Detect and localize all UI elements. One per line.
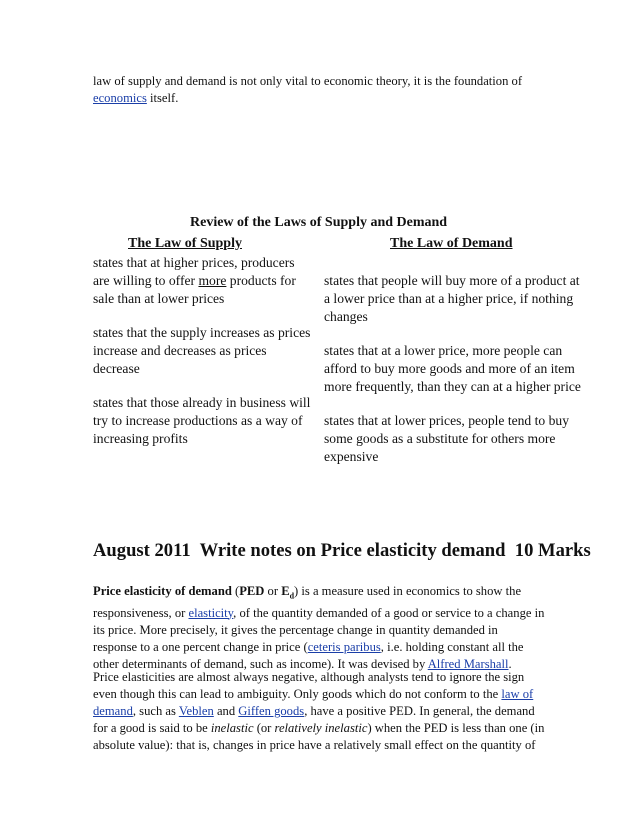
ped2-relatively-inelastic: relatively inelastic	[274, 721, 368, 735]
supply-column	[93, 254, 313, 464]
intro-line2: itself.	[146, 91, 179, 105]
ped-symbol-sub: d	[289, 591, 295, 601]
ped2-text-1: Price elasticities are almost always negative, although analysts tend to ignore the sign even though this can lead to ambiguity. Only goods which do not conform to the	[93, 670, 525, 701]
economics-link[interactable]: economics	[93, 91, 147, 105]
ped-or: or	[264, 584, 282, 598]
ped2-text-2: , such as	[132, 704, 179, 718]
ped-text-2: , of the quantity demanded of a good or service to a change in its price. More precisely, it gives the percentage change in quantity demanded in response to a one percent change in price (	[93, 605, 545, 654]
ceteris-paribus-link[interactable]: ceteris paribus	[307, 639, 381, 654]
ped2-text-3: and	[213, 704, 239, 718]
intro-paragraph	[93, 73, 553, 107]
ped-text-3: , i.e. holding constant all the other determinants of demand, such as income). It was devised by	[93, 639, 524, 671]
ped-text-4: .	[508, 656, 512, 671]
ped2-text-6: ) when the PED is less than one (in absolute value): that is, changes in price have a relatively small effect on the quantity of	[93, 721, 545, 752]
elasticity-link[interactable]: elasticity	[188, 605, 234, 620]
supply-point-2: states that the supply increases as prices increase and decreases as prices decrease	[93, 325, 311, 376]
supply-point-3: states that those already in business will try to increase productions as a way of increasing profits	[93, 395, 311, 446]
demand-point-2: states that at a lower price, more people can afford to buy more goods and more of an item more frequently, than they can at a higher price	[324, 343, 581, 394]
ped2-inelastic: inelastic	[210, 721, 254, 735]
supply-p1-text-b: products for sale than at lower prices	[93, 273, 296, 306]
demand-point-3: states that at lower prices, people tend to buy some goods as a substitute for others more expensive	[324, 413, 569, 464]
ped-symbol-e: E	[281, 584, 290, 598]
ped2-text-5: (or	[253, 721, 275, 735]
law-of-demand-heading: The Law of Demand	[390, 236, 513, 251]
section-heading: August 2011 Write notes on Price elasticity demand 10 Marks	[93, 540, 591, 561]
giffen-goods-link[interactable]: Giffen goods	[238, 704, 305, 718]
ped-term: Price elasticity of demand	[93, 584, 232, 598]
review-title: Review of the Laws of Supply and Demand	[190, 215, 448, 230]
ped-text-1: ) is a measure used in economics to show the responsiveness, or	[93, 584, 522, 620]
veblen-link[interactable]: Veblen	[178, 704, 214, 718]
ped2-text-4: , have a positive PED. In general, the demand for a good is said to be	[93, 704, 535, 735]
law-of-demand-link[interactable]: law of demand	[93, 687, 534, 718]
supply-p1-emphasis: more	[198, 273, 227, 288]
alfred-marshall-link[interactable]: Alfred Marshall	[427, 656, 509, 671]
intro-line1: law of supply and demand is not only vital to economic theory, it is the foundation of	[93, 74, 523, 88]
demand-column	[324, 272, 586, 482]
ped-abbr: PED	[239, 584, 265, 598]
ped-symbol	[281, 584, 295, 601]
supply-p1-text-a: states that at higher prices, producers are willing to offer	[93, 255, 295, 288]
demand-point-1: states that people will buy more of a product at a lower price than at a higher price, if nothing changes	[324, 273, 580, 324]
ped-paragraph-1: Price elasticity of demand (PED or $E_d$) is a measure used in economics to show the responsiveness, or elasticity, of the quantity demanded of a good or service to a change in its price. More precisely, it gives the percentage change in quantity demanded in response to a one percent change in price (ceteris paribus, i.e. holding constant all the other determinants of demand, such as income). It was devised by Alfred Marshall.	[93, 584, 545, 671]
law-of-supply-heading: The Law of Supply	[128, 236, 242, 251]
ped-paragraph-2	[93, 669, 545, 754]
supply-point-1	[93, 254, 313, 308]
